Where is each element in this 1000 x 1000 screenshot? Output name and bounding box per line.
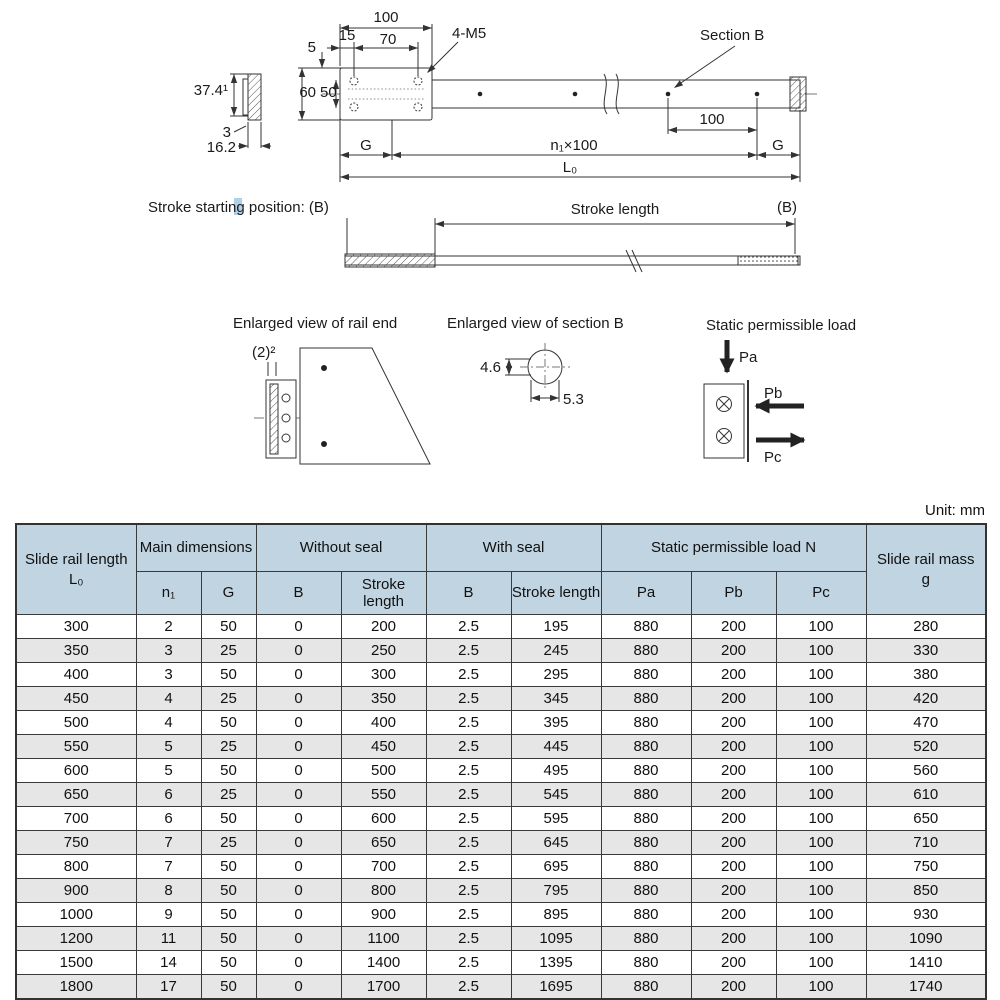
table-row (16, 711, 986, 735)
table-cell: 0 (256, 735, 341, 759)
table-cell: 545 (511, 783, 601, 807)
table-cell: 280 (866, 615, 986, 639)
table-cell: 880 (601, 951, 691, 975)
dim-2: (2)² (252, 344, 276, 361)
table-cell: 2.5 (426, 807, 511, 831)
table-row (16, 879, 986, 903)
table-cell: 450 (16, 687, 136, 711)
table-cell: 500 (16, 711, 136, 735)
table-cell: 2.5 (426, 615, 511, 639)
table-cell: 5 (136, 759, 201, 783)
technical-drawing (0, 0, 1000, 498)
col-header-mass-title: Slide rail mass (877, 551, 975, 569)
table-cell: 750 (866, 855, 986, 879)
rail-end-view (254, 348, 430, 464)
col-header-b-without: B (256, 572, 341, 615)
table-cell: 880 (601, 855, 691, 879)
table-cell: 895 (511, 903, 601, 927)
table-cell: 1740 (866, 975, 986, 1000)
table-cell: 25 (201, 687, 256, 711)
table-cell: 700 (341, 855, 426, 879)
table-cell: 4 (136, 687, 201, 711)
table-cell: 470 (866, 711, 986, 735)
rail-end-view-title: Enlarged view of rail end (233, 315, 398, 332)
table-cell: 6 (136, 783, 201, 807)
table-cell: 1695 (511, 975, 601, 1000)
table-row (16, 735, 986, 759)
table-cell: 50 (201, 903, 256, 927)
load-pc-label: Pc (764, 449, 782, 466)
table-cell: 50 (201, 951, 256, 975)
table-cell: 200 (691, 759, 776, 783)
table-cell: 650 (866, 807, 986, 831)
table-row (16, 855, 986, 879)
load-pb-label: Pb (764, 385, 783, 402)
section-b-view-title: Enlarged view of section B (447, 315, 624, 332)
section-b-view (505, 343, 570, 402)
table-cell: 2.5 (426, 735, 511, 759)
table-cell: 50 (201, 759, 256, 783)
table-cell: 200 (691, 807, 776, 831)
table-cell: 300 (341, 663, 426, 687)
table-cell: 880 (601, 975, 691, 1000)
table-cell: 0 (256, 903, 341, 927)
unit-label: Unit: mm (925, 502, 985, 519)
table-row (16, 975, 986, 1000)
table-cell: 200 (691, 735, 776, 759)
table-cell: 0 (256, 615, 341, 639)
table-cell: 100 (776, 831, 866, 855)
table-body (16, 615, 986, 1000)
table-cell: 200 (691, 615, 776, 639)
table-cell: 2.5 (426, 831, 511, 855)
table-cell: 1800 (16, 975, 136, 1000)
table-cell: 200 (691, 663, 776, 687)
table-cell: 100 (776, 615, 866, 639)
table-cell: 2.5 (426, 639, 511, 663)
table-cell: 50 (201, 615, 256, 639)
table-cell: 795 (511, 879, 601, 903)
table-cell: 25 (201, 783, 256, 807)
table-cell: 200 (691, 831, 776, 855)
table-cell: 380 (866, 663, 986, 687)
table-cell: 100 (776, 735, 866, 759)
table-row (16, 615, 986, 639)
table-row (16, 663, 986, 687)
rail-side-end-view (230, 74, 271, 148)
table-cell: 550 (341, 783, 426, 807)
table-cell: 295 (511, 663, 601, 687)
table-cell: 695 (511, 855, 601, 879)
table-cell: 0 (256, 639, 341, 663)
col-header-stroke-with: Stroke length (511, 572, 601, 615)
dim-100-top: 100 (373, 9, 399, 26)
dim-70: 70 (379, 31, 397, 48)
table-cell: 1095 (511, 927, 601, 951)
table-cell: 50 (201, 975, 256, 1000)
table-cell: 880 (601, 807, 691, 831)
table-cell: 0 (256, 951, 341, 975)
table-cell: 1200 (16, 927, 136, 951)
table-cell: 200 (691, 687, 776, 711)
dim-15: 15 (338, 27, 356, 44)
table-cell: 1410 (866, 951, 986, 975)
table-cell: 7 (136, 831, 201, 855)
table-cell: 2.5 (426, 759, 511, 783)
table-cell: 0 (256, 783, 341, 807)
col-header-with-seal: With seal (426, 524, 601, 572)
table-cell: 100 (776, 807, 866, 831)
table-cell: 0 (256, 663, 341, 687)
table-cell: 930 (866, 903, 986, 927)
dim-5: 5 (307, 39, 316, 56)
dim-3: 3 (222, 124, 231, 141)
table-cell: 200 (691, 783, 776, 807)
table-cell: 25 (201, 639, 256, 663)
table-cell: 100 (776, 975, 866, 1000)
col-header-slide-rail-length (16, 524, 136, 615)
table-cell: 350 (16, 639, 136, 663)
col-header-stroke-without: Stroke length (341, 572, 426, 615)
table-cell: 100 (776, 711, 866, 735)
table-cell: 880 (601, 687, 691, 711)
stroke-b-right-label: (B) (777, 199, 797, 216)
table-cell: 100 (776, 951, 866, 975)
dim-n1x100: n₁×100 (550, 137, 598, 154)
table-cell: 100 (776, 687, 866, 711)
table-cell: 50 (201, 663, 256, 687)
table-cell: 2.5 (426, 687, 511, 711)
table-cell: 800 (341, 879, 426, 903)
table-cell: 880 (601, 663, 691, 687)
table-cell: 6 (136, 807, 201, 831)
col-header-mass-unit: g (921, 570, 930, 588)
table-cell: 850 (866, 879, 986, 903)
table-cell: 880 (601, 903, 691, 927)
col-header-pb: Pb (691, 572, 776, 615)
load-pa-label: Pa (739, 349, 758, 366)
table-cell: 880 (601, 735, 691, 759)
table-cell: 5 (136, 735, 201, 759)
table-row (16, 927, 986, 951)
table-cell: 400 (16, 663, 136, 687)
table-cell: 50 (201, 927, 256, 951)
table-cell: 750 (16, 831, 136, 855)
table-cell: 450 (341, 735, 426, 759)
table-cell: 595 (511, 807, 601, 831)
table-row (16, 783, 986, 807)
table-cell: 0 (256, 855, 341, 879)
table-cell: 100 (776, 879, 866, 903)
stroke-start-label: Stroke starting position: (B) (148, 199, 329, 216)
table-cell: 395 (511, 711, 601, 735)
table-cell: 500 (341, 759, 426, 783)
table-cell: 200 (691, 639, 776, 663)
table-cell: 3 (136, 663, 201, 687)
static-load-title: Static permissible load (706, 317, 857, 334)
table-cell: 300 (16, 615, 136, 639)
table-cell: 25 (201, 831, 256, 855)
table-cell: 50 (201, 879, 256, 903)
col-header-b-with: B (426, 572, 511, 615)
dim-4-6: 4.6 (480, 359, 501, 376)
table-cell: 2.5 (426, 975, 511, 1000)
table-cell: 0 (256, 879, 341, 903)
table-cell: 420 (866, 687, 986, 711)
table-cell: 880 (601, 615, 691, 639)
table-cell: 200 (691, 903, 776, 927)
table-cell: 445 (511, 735, 601, 759)
table-cell: 7 (136, 855, 201, 879)
table-row (16, 831, 986, 855)
table-cell: 880 (601, 927, 691, 951)
table-row (16, 903, 986, 927)
dim-100-right: 100 (699, 111, 725, 128)
table-cell: 1400 (341, 951, 426, 975)
table-row (16, 807, 986, 831)
table-cell: 900 (341, 903, 426, 927)
table-cell: 100 (776, 639, 866, 663)
table-cell: 560 (866, 759, 986, 783)
table-cell: 195 (511, 615, 601, 639)
table-cell: 345 (511, 687, 601, 711)
col-header-main-dimensions: Main dimensions (136, 524, 256, 572)
bolt-callout: 4-M5 (452, 25, 487, 42)
table-cell: 100 (776, 927, 866, 951)
table-cell: 0 (256, 807, 341, 831)
table-cell: 200 (691, 879, 776, 903)
dim-g-right: G (772, 137, 784, 154)
table-cell: 520 (866, 735, 986, 759)
table-cell: 880 (601, 759, 691, 783)
table-cell: 245 (511, 639, 601, 663)
col-header-pc: Pc (776, 572, 866, 615)
table-cell: 330 (866, 639, 986, 663)
table-cell: 900 (16, 879, 136, 903)
table-cell: 25 (201, 735, 256, 759)
stroke-length-label: Stroke length (570, 201, 660, 218)
table-cell: 50 (201, 807, 256, 831)
table-cell: 250 (341, 639, 426, 663)
table-cell: 8 (136, 879, 201, 903)
table-cell: 17 (136, 975, 201, 1000)
table-cell: 200 (691, 711, 776, 735)
table-cell: 550 (16, 735, 136, 759)
table-cell: 14 (136, 951, 201, 975)
table-cell: 100 (776, 903, 866, 927)
table-cell: 600 (341, 807, 426, 831)
table-cell: 0 (256, 975, 341, 1000)
table-cell: 200 (691, 855, 776, 879)
table-cell: 0 (256, 759, 341, 783)
table-cell: 2.5 (426, 927, 511, 951)
table-row (16, 759, 986, 783)
table-cell: 2 (136, 615, 201, 639)
dim-50: 50 (320, 84, 337, 101)
table-cell: 800 (16, 855, 136, 879)
table-cell: 100 (776, 663, 866, 687)
table-cell: 9 (136, 903, 201, 927)
col-header-slide-rail-length-title: Slide rail length (24, 551, 128, 569)
table-cell: 11 (136, 927, 201, 951)
table-cell: 700 (16, 807, 136, 831)
dim-37-4: 37.4¹ (193, 82, 228, 99)
table-cell: 50 (201, 855, 256, 879)
table-cell: 1395 (511, 951, 601, 975)
table-cell: 2.5 (426, 663, 511, 687)
table-row (16, 687, 986, 711)
table-cell: 0 (256, 687, 341, 711)
table-cell: 650 (16, 783, 136, 807)
dim-16-2: 16.2 (206, 139, 236, 156)
dim-g-left: G (360, 137, 372, 154)
col-header-mass (866, 524, 986, 615)
table-row (16, 639, 986, 663)
table-cell: 100 (776, 855, 866, 879)
table-cell: 50 (201, 711, 256, 735)
table-row (16, 951, 986, 975)
table-cell: 100 (776, 759, 866, 783)
col-header-pa: Pa (601, 572, 691, 615)
table-cell: 880 (601, 831, 691, 855)
table-cell: 2.5 (426, 951, 511, 975)
table-cell: 350 (341, 687, 426, 711)
table-cell: 1000 (16, 903, 136, 927)
table-cell: 2.5 (426, 711, 511, 735)
table-cell: 200 (691, 975, 776, 1000)
section-b-callout: Section B (700, 27, 765, 44)
table-cell: 200 (691, 927, 776, 951)
spec-table (15, 523, 987, 1000)
col-header-n1: n₁ (136, 572, 201, 615)
table-cell: 880 (601, 879, 691, 903)
table-cell: 650 (341, 831, 426, 855)
table-cell: 880 (601, 783, 691, 807)
col-header-static-load: Static permissible load N (601, 524, 866, 572)
col-header-l0: L₀ (68, 570, 84, 588)
rail-top-view (322, 68, 818, 120)
table-cell: 0 (256, 711, 341, 735)
table-cell: 3 (136, 639, 201, 663)
table-cell: 495 (511, 759, 601, 783)
table-cell: 2.5 (426, 903, 511, 927)
dim-5-3: 5.3 (563, 391, 584, 408)
table-cell: 880 (601, 639, 691, 663)
col-header-without-seal: Without seal (256, 524, 426, 572)
table-cell: 200 (691, 951, 776, 975)
table-cell: 710 (866, 831, 986, 855)
table-cell: 4 (136, 711, 201, 735)
table-cell: 0 (256, 927, 341, 951)
dim-l0: L₀ (562, 159, 578, 176)
table-cell: 2.5 (426, 855, 511, 879)
table-cell: 645 (511, 831, 601, 855)
table-cell: 600 (16, 759, 136, 783)
table-cell: 1100 (341, 927, 426, 951)
table-cell: 610 (866, 783, 986, 807)
col-header-g: G (201, 572, 256, 615)
dim-60: 60 (299, 84, 316, 101)
stroke-diagram (345, 218, 800, 272)
table-cell: 1700 (341, 975, 426, 1000)
table-cell: 100 (776, 783, 866, 807)
table-cell: 200 (341, 615, 426, 639)
table-cell: 0 (256, 831, 341, 855)
table-cell: 400 (341, 711, 426, 735)
table-cell: 1090 (866, 927, 986, 951)
table-cell: 1500 (16, 951, 136, 975)
table-cell: 2.5 (426, 879, 511, 903)
table-cell: 2.5 (426, 783, 511, 807)
table-cell: 880 (601, 711, 691, 735)
